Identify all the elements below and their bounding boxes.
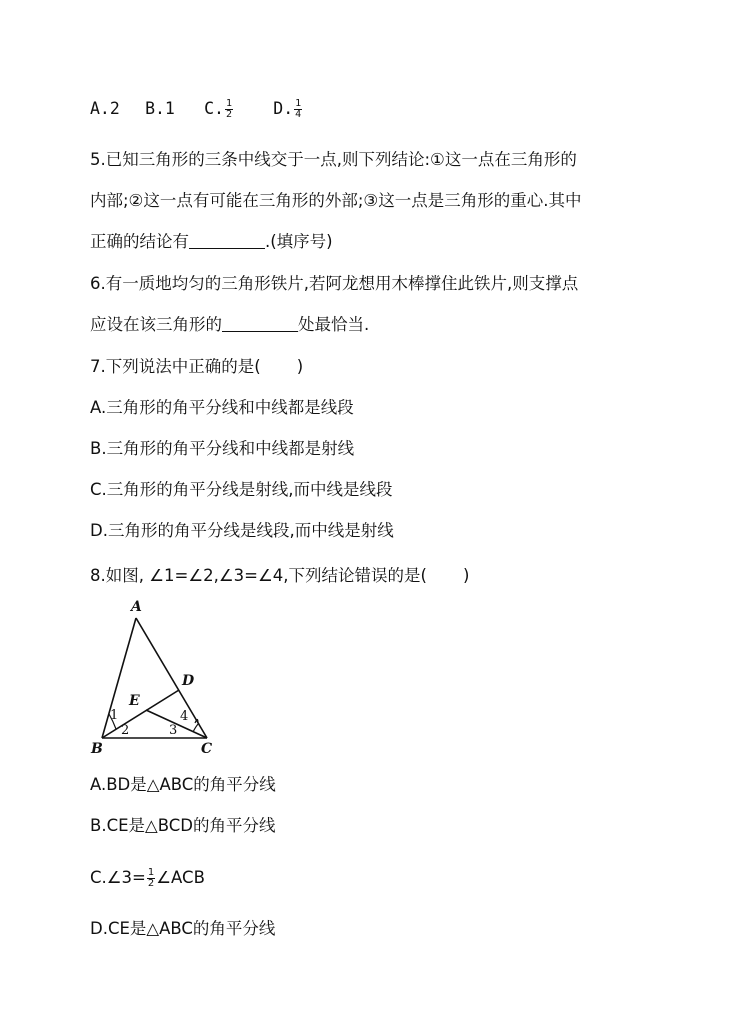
fraction-denominator: 2 [226,109,233,120]
q8-option-c-fraction [147,868,155,889]
q5-answer-blank[interactable] [189,234,265,249]
q5-line-3 [90,230,333,254]
q8-stem [90,564,469,588]
q7-stem-close: ) [296,357,304,376]
label-b: B [91,741,103,757]
q4-option-d-fraction [294,99,302,120]
angle-label-4: 4 [180,709,189,724]
q6-line-2 [90,313,369,337]
q8-option-b: B.CE是△BCD的角平分线 [90,816,276,835]
q5-line-3-suffix: .(填序号) [265,232,333,251]
angle-label-3: 3 [169,723,178,738]
q6-line-1: 6.有一质地均匀的三角形铁片,若阿龙想用木棒撑住此铁片,则支撑点 [90,274,579,293]
q6-line-2-suffix: 处最恰当. [298,315,370,334]
label-c: C [201,741,213,757]
q7-stem-text: 7.下列说法中正确的是( [90,357,261,376]
q8-stem-text: 8.如图, ∠1=∠2,∠3=∠4,下列结论错误的是( [90,566,427,585]
angle-label-1: 1 [110,708,119,723]
q4-option-a: A.2 [90,99,120,118]
q6-line-2-text: 应设在该三角形的 [90,315,222,334]
fraction-numerator: 1 [226,98,233,109]
q7-option-a: A.三角形的角平分线和中线都是线段 [90,398,354,417]
angle-label-2: 2 [121,723,130,738]
q4-option-b: B.1 [145,99,175,118]
q5-line-1: 5.已知三角形的三条中线交于一点,则下列结论:①这一点在三角形的 [90,150,577,169]
q5-line-3-text: 正确的结论有 [90,232,189,251]
fraction-numerator: 1 [295,98,302,109]
q4-options [90,97,303,121]
fraction-numerator: 1 [147,867,155,878]
q6-answer-blank[interactable] [222,317,298,332]
q4-option-c [204,97,234,121]
q8-option-c-suffix: ∠ACB [156,868,205,887]
fraction-denominator: 2 [147,878,155,889]
q8-option-c-prefix: C.∠3= [90,868,146,887]
q7-option-c: C.三角形的角平分线是射线,而中线是线段 [90,480,393,499]
label-a: A [131,599,142,615]
q8-option-d: D.CE是△ABC的角平分线 [90,919,276,938]
q4-option-d [273,97,303,121]
q8-option-c [90,866,205,890]
q8-option-a: A.BD是△ABC的角平分线 [90,775,276,794]
q8-triangle-figure [85,595,225,760]
q7-option-d: D.三角形的角平分线是线段,而中线是射线 [90,521,394,540]
q7-stem [90,355,303,379]
q5-line-2: 内部;②这一点有可能在三角形的外部;③这一点是三角形的重心.其中 [90,191,582,210]
q8-stem-close: ) [462,566,470,585]
fraction-denominator: 4 [295,109,302,120]
label-d: D [182,673,195,689]
q7-option-b: B.三角形的角平分线和中线都是射线 [90,439,355,458]
q4-option-c-fraction [225,99,233,120]
q4-option-c-prefix: C. [204,99,224,118]
angle-arc-c2 [193,723,199,732]
label-e: E [129,693,140,709]
q4-option-d-prefix: D. [273,99,294,118]
